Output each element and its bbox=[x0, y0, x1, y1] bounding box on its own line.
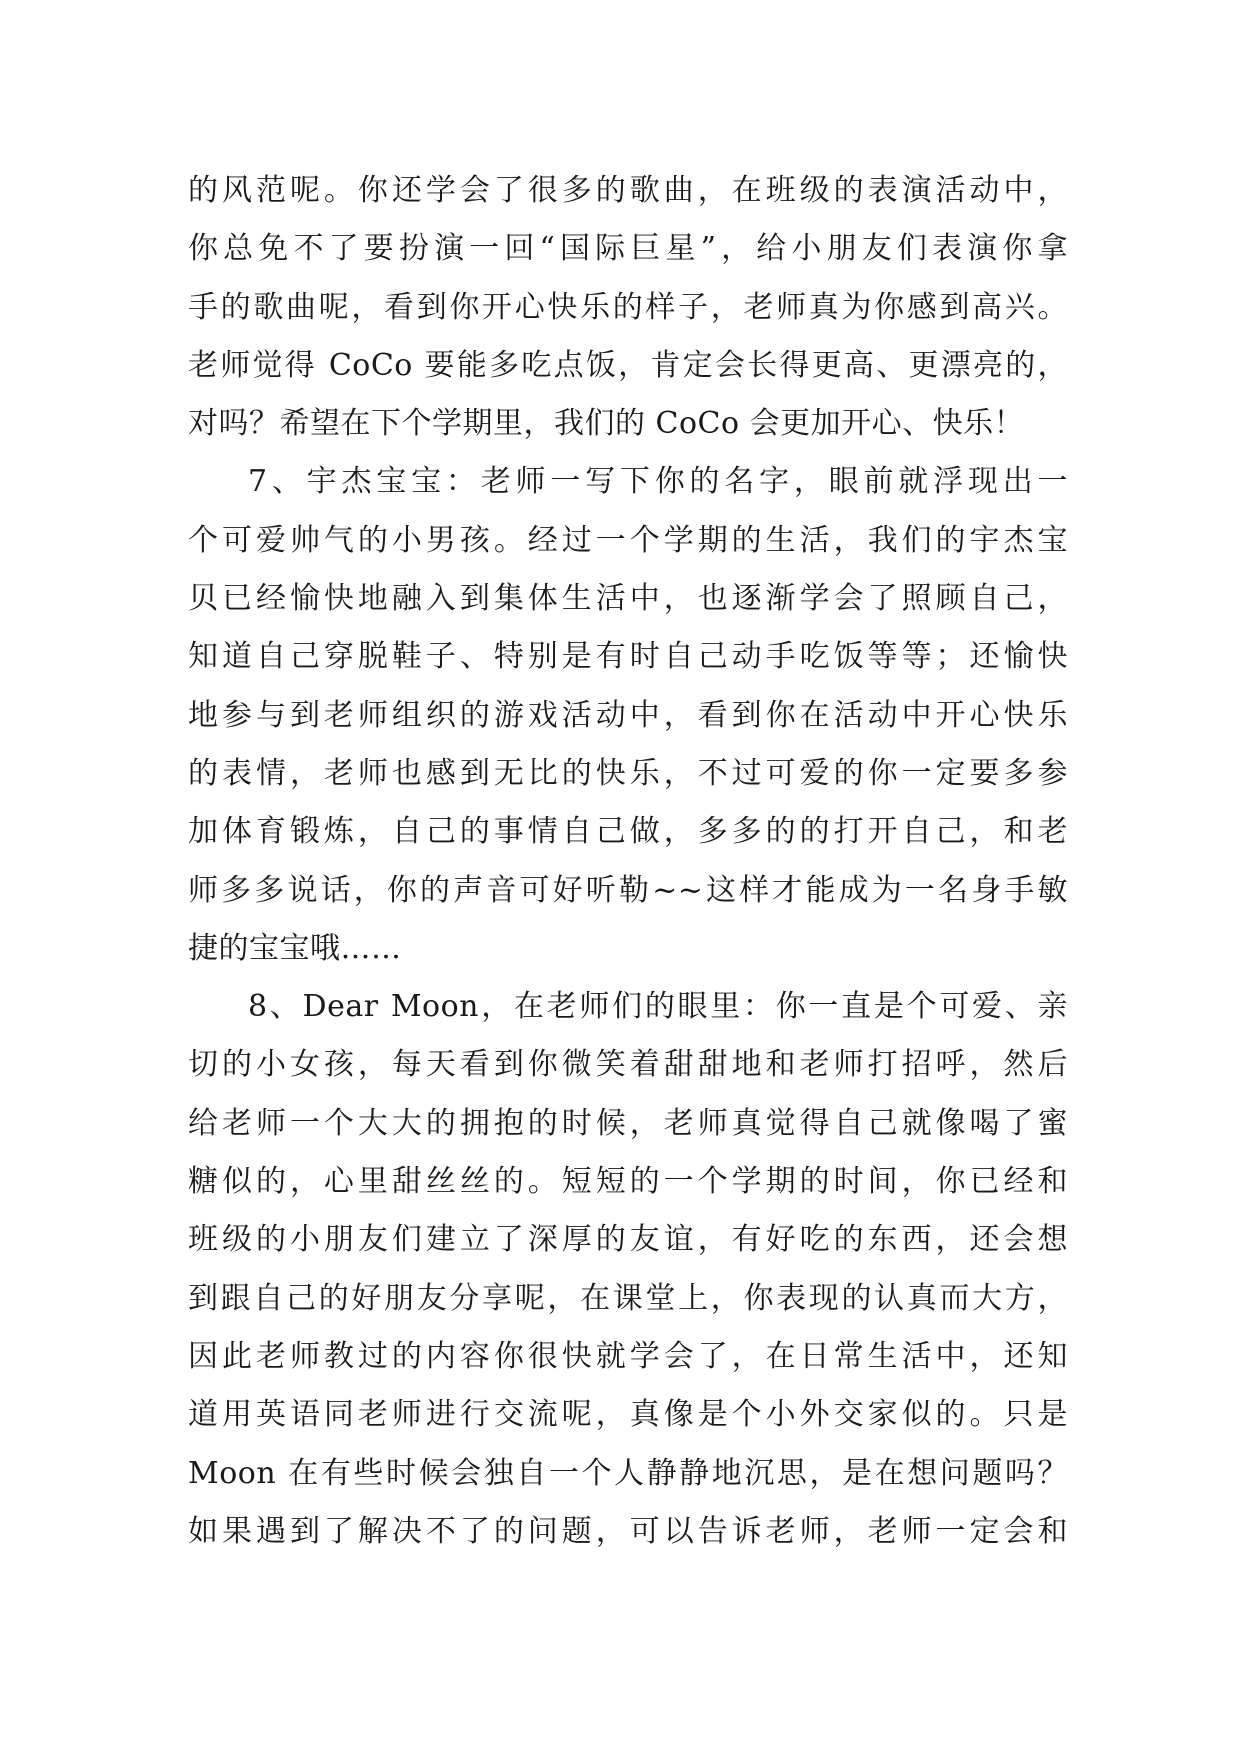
text-line: 因此老师教过的内容你很快就学会了，在日常生活中，还知 bbox=[188, 1338, 1068, 1374]
text-line: 地参与到老师组织的游戏活动中，看到你在活动中开心快乐 bbox=[188, 697, 1068, 733]
text-line: 的表情，老师也感到无比的快乐，不过可爱的你一定要多参 bbox=[188, 755, 1068, 791]
paragraph-start-line: 7、宇杰宝宝：老师一写下你的名字，眼前就浮现出一 bbox=[248, 464, 1068, 500]
text-line: 师多多说话，你的声音可好听勒~~这样才能成为一名身手敏 bbox=[188, 872, 1068, 908]
text-line: 老师觉得 CoCo 要能多吃点饭，肯定会长得更高、更漂亮的， bbox=[188, 347, 1068, 383]
text-line: 到跟自己的好朋友分享呢，在课堂上，你表现的认真而大方， bbox=[188, 1280, 1068, 1316]
text-line: 班级的小朋友们建立了深厚的友谊，有好吃的东西，还会想 bbox=[188, 1222, 1068, 1258]
text-line: 个可爱帅气的小男孩。经过一个学期的生活，我们的宇杰宝 bbox=[188, 522, 1068, 558]
text-line: 道用英语同老师进行交流呢，真像是个小外交家似的。只是 bbox=[188, 1397, 1068, 1433]
text-line: 捷的宝宝哦…… bbox=[188, 930, 402, 966]
text-line: 切的小女孩，每天看到你微笑着甜甜地和老师打招呼，然后 bbox=[188, 1047, 1068, 1083]
paragraph-start-line: 8、Dear Moon，在老师们的眼里：你一直是个可爱、亲 bbox=[248, 989, 1068, 1025]
text-line: 给老师一个大大的拥抱的时候，老师真觉得自己就像喝了蜜 bbox=[188, 1105, 1068, 1141]
text-line: 你总免不了要扮演一回“国际巨星”，给小朋友们表演你拿 bbox=[188, 231, 1068, 267]
text-line: 贝已经愉快地融入到集体生活中，也逐渐学会了照顾自己， bbox=[188, 581, 1068, 617]
text-line: Moon 在有些时候会独自一个人静静地沉思，是在想问题吗？ bbox=[188, 1455, 1068, 1491]
text-line: 对吗？希望在下个学期里，我们的 CoCo 会更加开心、快乐！ bbox=[188, 406, 1025, 442]
text-line: 手的歌曲呢，看到你开心快乐的样子，老师真为你感到高兴。 bbox=[188, 289, 1068, 325]
text-line: 知道自己穿脱鞋子、特别是有时自己动手吃饭等等；还愉快 bbox=[188, 639, 1068, 675]
text-line: 糖似的，心里甜丝丝的。短短的一个学期的时间，你已经和 bbox=[188, 1164, 1068, 1200]
body-text bbox=[188, 162, 1068, 1561]
text-line: 的风范呢。你还学会了很多的歌曲，在班级的表演活动中， bbox=[188, 173, 1068, 208]
text-line: 加体育锻炼，自己的事情自己做，多多的的打开自己，和老 bbox=[188, 814, 1068, 850]
text-line: 如果遇到了解决不了的问题，可以告诉老师，老师一定会和 bbox=[188, 1513, 1068, 1549]
